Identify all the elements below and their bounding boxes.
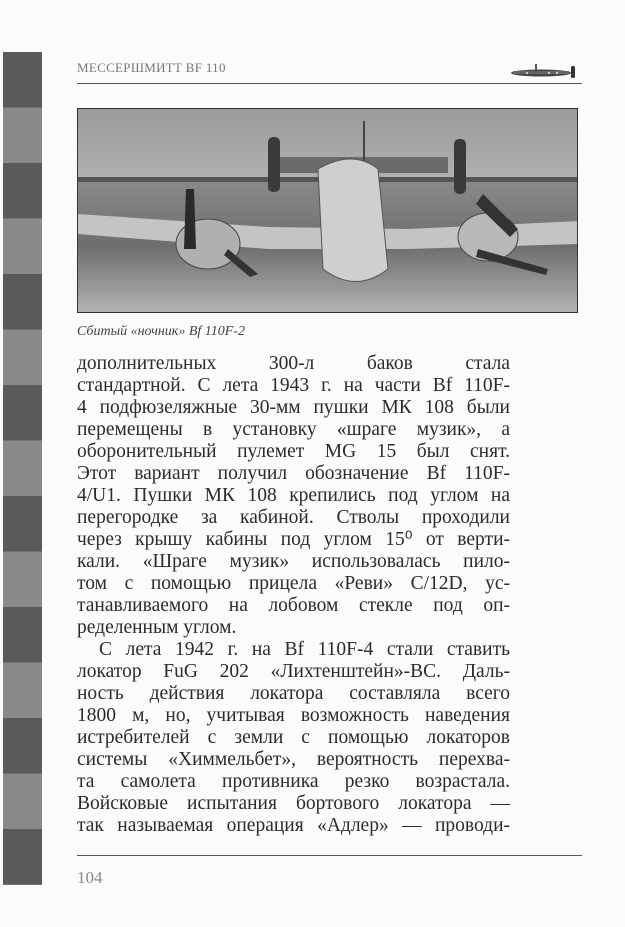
text-line: системы «Химмельбет», вероятность перехва- (77, 749, 510, 770)
text-line: та самолета противника резко возрастала. (77, 771, 510, 792)
footer-rule (77, 855, 582, 856)
text-line: стандартной. С лета 1943 г. на части Bf 110F- (77, 375, 510, 396)
text-line: том с помощью прицела «Реви» С/12D, ус- (77, 573, 510, 594)
airplane-icon (505, 62, 580, 80)
text-line: С лета 1942 г. на Bf 110F-4 стали ставить (99, 639, 510, 660)
paragraph-1 (77, 353, 510, 639)
text-line: 4/U1. Пушки МК 108 крепились под углом на (77, 485, 510, 506)
text-line: перемещены в установку «шраге музик», а (77, 419, 510, 440)
page-number: 104 (77, 868, 103, 887)
text-line: Этот вариант получил обозначение Bf 110F- (77, 463, 510, 484)
text-line: истребителей с земли с помощью локаторов (77, 727, 510, 748)
header-rule (77, 83, 582, 84)
text-line: оборонительный пулемет MG 15 был снят. (77, 441, 510, 462)
paragraph-2 (77, 639, 510, 837)
text-line: Войсковые испытания бортового локатора — (77, 793, 510, 814)
text-line: так называемая операция «Адлер» — проводи- (77, 815, 510, 836)
running-title: МЕССЕРШМИТТ BF 110 (77, 60, 226, 75)
text-line: 4 подфюзеляжные 30-мм пушки МК 108 были (77, 397, 510, 418)
photo-caption: Сбитый «ночник» Bf 110F-2 (77, 324, 245, 339)
text-line: ределенным углом. (77, 617, 237, 638)
text-line: дополнительных 300-л баков стала (77, 353, 510, 374)
edge-color-strip (3, 52, 42, 885)
text-line: через крышу кабины под углом 15⁰ от верти- (77, 529, 510, 550)
text-line: танавливаемого на лобовом стекле под оп- (77, 595, 510, 616)
text-line: ность действия локатора составляла всего (77, 683, 510, 704)
aircraft-photo (77, 108, 578, 313)
text-line: перегородке за кабиной. Стволы проходили (77, 507, 510, 528)
text-line: кали. «Шраге музик» использовалась пило- (77, 551, 510, 572)
text-line: локатор FuG 202 «Лихтенштейн»-ВС. Даль- (77, 661, 510, 682)
text-line: 1800 м, но, учитывая возможность наведения (77, 705, 510, 726)
